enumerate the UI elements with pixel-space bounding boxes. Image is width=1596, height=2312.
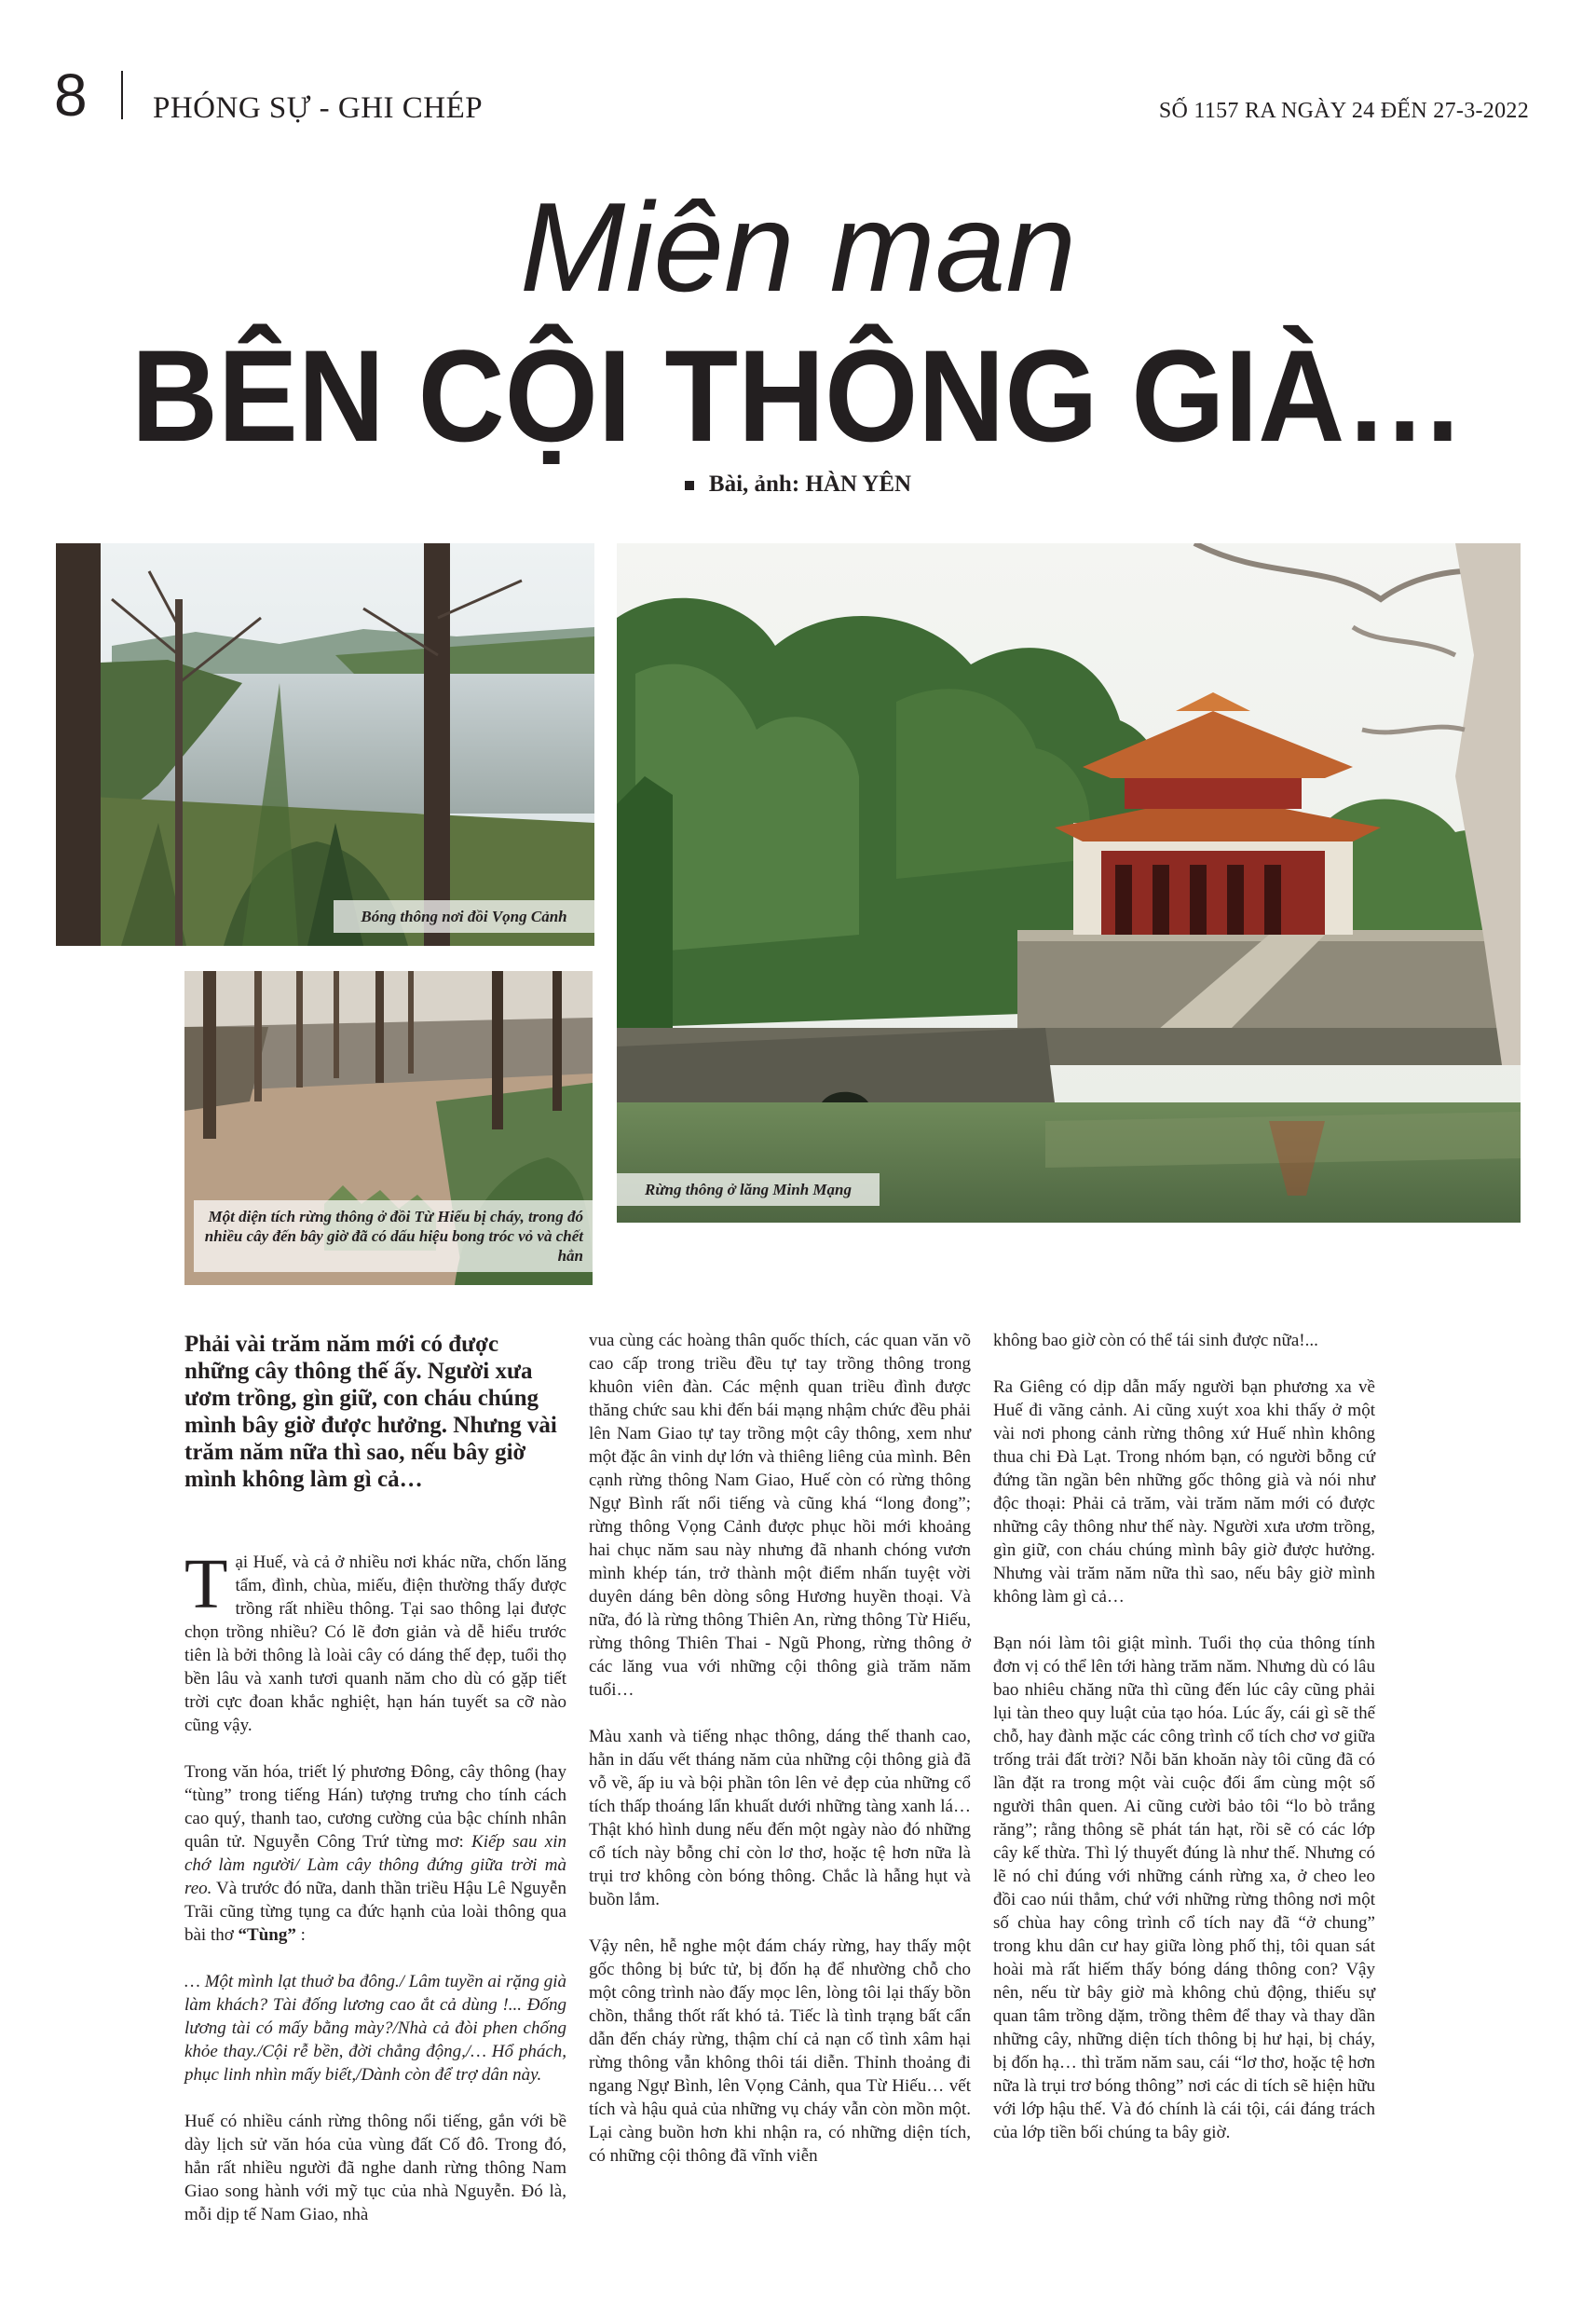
headline-line-1: Miên man	[519, 176, 1077, 318]
paragraph-4: vua cùng các hoàng thân quốc thích, các quan văn võ cao cấp trong triều đều tự tay trồng thông trong khuôn viên đàn. Các mệnh quan triều đình được thăng chức sau khi đến bái mạng nhậm chức đều phải lên Nam Giao tự tay trồng một cây thông, xem như một đặc ân vinh dự lớn và thiêng liêng của mình. Bên cạnh rừng thông Nam Giao, Huế còn có rừng thông Ngự Bình rất nổi tiếng và cũng khá “long đong”; rừng thông Vọng Cảnh được phục hồi mới khoảng hai chục năm sau này nhưng đã nhanh chóng vươn mình khép tán, trở thành một điểm nhấn tuyệt vời duyên dáng bên dòng sông Hương huyền thoại. Và nữa, đó là rừng thông Thiên An, rừng thông Từ Hiếu, rừng thông Thiên Thai - Ngũ Phong, rừng thông ở các lăng vua với những cội thông già trăm năm tuổi…	[589, 1331, 971, 1700]
header-divider	[121, 71, 123, 119]
photo-burned-forest	[184, 971, 593, 1285]
page-number: 8	[54, 62, 88, 129]
paragraph-5: Màu xanh và tiếng nhạc thông, dáng thế thanh cao, hằn in dấu vết tháng năm của những cội thông già đã vỗ về, ấp iu và bội phần tôn lên vẻ đẹp của những cổ tích thấp thoáng lẩn khuất dưới những tàng xanh lá… Thật khó hình dung nếu đến một ngày nào đó những cổ tích này bỗng chỉ còn lơ thơ, hoặc tệ hơn nữa là trụi trơ không còn bóng thông. Chắc là hẫng hụt và buồn lắm.	[589, 1727, 971, 1909]
paragraph-2-quote: Kiếp sau xin chớ làm người/ Làm cây thông đứng giữa trời mà reo.	[184, 1832, 566, 1898]
poem-excerpt: … Một mình lạt thuở ba đông./ Lâm tuyền ai rặng già làm khách? Tài đống lương cao ắt cả dùng !... Đống lương tài có mấy bằng mày?/Nhà cả đòi phen chống khỏe thay./Cội rễ bền, đời chẳng động,/… Hổ phách, phục linh nhìn mấy biết,/Dành còn để trợ dân này.	[184, 1972, 566, 2085]
paragraph-7: không bao giờ còn có thể tái sinh được nữa!...	[993, 1331, 1318, 1350]
poem-title: “Tùng”	[238, 1925, 296, 1945]
caption-lake: Bóng thông nơi đồi Vọng Cảnh	[334, 900, 594, 933]
paragraph-3: Huế có nhiều cánh rừng thông nổi tiếng, gắn với bề dày lịch sử văn hóa của vùng đất Cố đô. Trong đó, hẳn rất nhiều người đã nghe danh rừng thông Nam Giao song hành với mỹ tục của nhà Nguyễn. Đó là, mỗi dịp tế Nam Giao, nhà	[184, 2112, 566, 2224]
caption-tomb: Rừng thông ở lăng Minh Mạng	[617, 1173, 880, 1206]
headline-line-2: BÊN CỘI THÔNG GIÀ…	[130, 322, 1466, 469]
paragraph-1-text: ại Huế, và cả ở nhiều nơi khác nữa, chốn lăng tẩm, đình, chùa, miếu, điện thường thấy được trồng rất nhiều thông. Tại sao thông lại được chọn trồng nhiều? Có lẽ đơn giản và dễ hiểu trước tiên là bởi thông là loài cây có dáng thế đẹp, tuổi thọ bền lâu và xanh tươi quanh năm cho dù có gặp tiết trời cực đoan khắc nghiệt, hạn hán tuyết sa cỡ nào cũng vậy.	[184, 1553, 566, 1735]
minh-mang-tomb-image	[617, 543, 1521, 1223]
bullet-square-icon	[685, 481, 694, 490]
article-column-2	[589, 1329, 971, 2191]
paragraph-1	[184, 1545, 566, 1737]
drop-cap: T	[184, 1545, 228, 1623]
paragraph-2-text-c: :	[295, 1925, 306, 1945]
issue-info: SỐ 1157 RA NGÀY 24 ĐẾN 27-3-2022	[1158, 99, 1529, 123]
paragraph-2-text-b: Và trước đó nữa, danh thần triều Hậu Lê Nguyễn Trãi cũng từng tụng ca đức hạnh của loài thông qua bài thơ	[184, 1879, 566, 1945]
photo-lake-pines	[56, 543, 594, 946]
paragraph-2	[184, 1760, 566, 1947]
lake-pines-image	[56, 543, 594, 946]
byline	[0, 471, 1596, 499]
photo-minh-mang-tomb	[617, 543, 1521, 1223]
paragraph-8: Ra Giêng có dịp dẫn mấy người bạn phương xa về Huế đi vãng cảnh. Ai cũng xuýt xoa khi thấy ở một vài nơi phong cảnh rừng thông xứ Huế nhìn không thua chi Đà Lạt. Trong nhóm bạn, có người bỗng cứ đứng tần ngần bên những gốc thông già và nói như độc thoại: Phải cả trăm, vài trăm năm mới có được những cây thông như thế này. Người xưa ươm trồng, gìn giữ, con cháu chúng mình bây giờ được hưởng. Nhưng vài trăm năm nữa thì sao, nếu bây giờ mình không làm gì cả…	[993, 1377, 1375, 1607]
paragraph-6: Vậy nên, hễ nghe một đám cháy rừng, hay thấy một gốc thông bị bức tử, bị đốn hạ để nhường chỗ cho một công trình nào đấy mọc lên, lòng tôi lại thấy bồn chồn, thắng thốt rất khó tả. Tiếc là tình trạng bất cẩn dẫn đến cháy rừng, thậm chí cả nạn cố tình xâm hại rừng thông vẫn không thôi tái diễn. Thỉnh thoảng đi ngang Ngự Bình, lên Vọng Cảnh, qua Từ Hiếu… vết tích và hậu quả của những vụ cháy vẫn còn mồn một. Lại càng buồn hơn khi nhận ra, có những diện tích, có những cội thông đã vĩnh viễn	[589, 1936, 971, 2166]
article-column-3	[993, 1329, 1375, 2168]
paragraph-2-text-a: Trong văn hóa, triết lý phương Đông, cây thông (hay “tùng” trong tiếng Hán) tượng trưng cho tính cách cao quý, thanh tao, cương cường của bậc chính nhân quân tử. Nguyễn Công Trứ từng mơ:	[184, 1762, 566, 1852]
paragraph-9: Bạn nói làm tôi giật mình. Tuổi thọ của thông tính đơn vị có thể lên tới hàng trăm năm. Nhưng dù có lâu bao nhiêu chăng nữa thì cũng đến lúc cây cũng phải lụi tàn theo quy luật của tạo hóa. Lúc ấy, cái gì sẽ thế chỗ, hay đành mặc các công trình cổ tích chơ vơ giữa trống trải đất trời? Nỗi băn khoăn này tôi cũng đã có lần đặt ra trong một vài cuộc đối ẩm cùng một số người thân quen. Ai cũng cười bảo tôi “lo bò trắng răng”; rằng thông sẽ phát tán hạt, rồi sẽ có các lớp cây kế thừa. Thì lý thuyết đúng là như thế. Nhưng có lẽ nó chỉ đúng với những cánh rừng xa, ở cheo leo đồi cao núi thẳm, chứ với những rừng thông nơi một số chùa hay công trình cổ tích nay đã “ở chung” trong khu dân cư hay giữa lòng phố thị, tôi quan sát hoài mà rất hiếm thấy bóng dáng thông con? Vậy nên, nếu từ bây giờ mà không chủ động, thiếu sự quan tâm trồng dặm, trồng thêm để thay và thay dần những cây, những diện tích thông bị hư hại, bị cháy, bị đốn hạ… thì trăm năm sau, cái “lơ thơ, hoặc tệ hơn nữa là trụi trơ bóng thông” nơi các di tích sẽ hiện hữu với lớp hậu thế. Và đó chính là cái tội, cái đáng trách của lớp tiền bối chúng ta bây giờ.	[993, 1634, 1375, 2142]
article-column-1	[184, 1331, 566, 2250]
lead-paragraph: Phải vài trăm năm mới có được những cây thông thế ấy. Người xưa ươm trồng, gìn giữ, con cháu chúng mình bây giờ được hưởng. Nhưng vài trăm năm nữa thì sao, nếu bây giờ mình không làm gì cả…	[184, 1332, 557, 1492]
section-title: PHÓNG SỰ - GHI CHÉP	[153, 91, 484, 125]
caption-burned: Một diện tích rừng thông ở đồi Từ Hiếu bị cháy, trong đó nhiều cây đến bây giờ đã có dấu hiệu bong tróc vỏ và chết hẳn	[194, 1200, 593, 1272]
byline-text: Bài, ảnh: HÀN YÊN	[708, 472, 912, 497]
